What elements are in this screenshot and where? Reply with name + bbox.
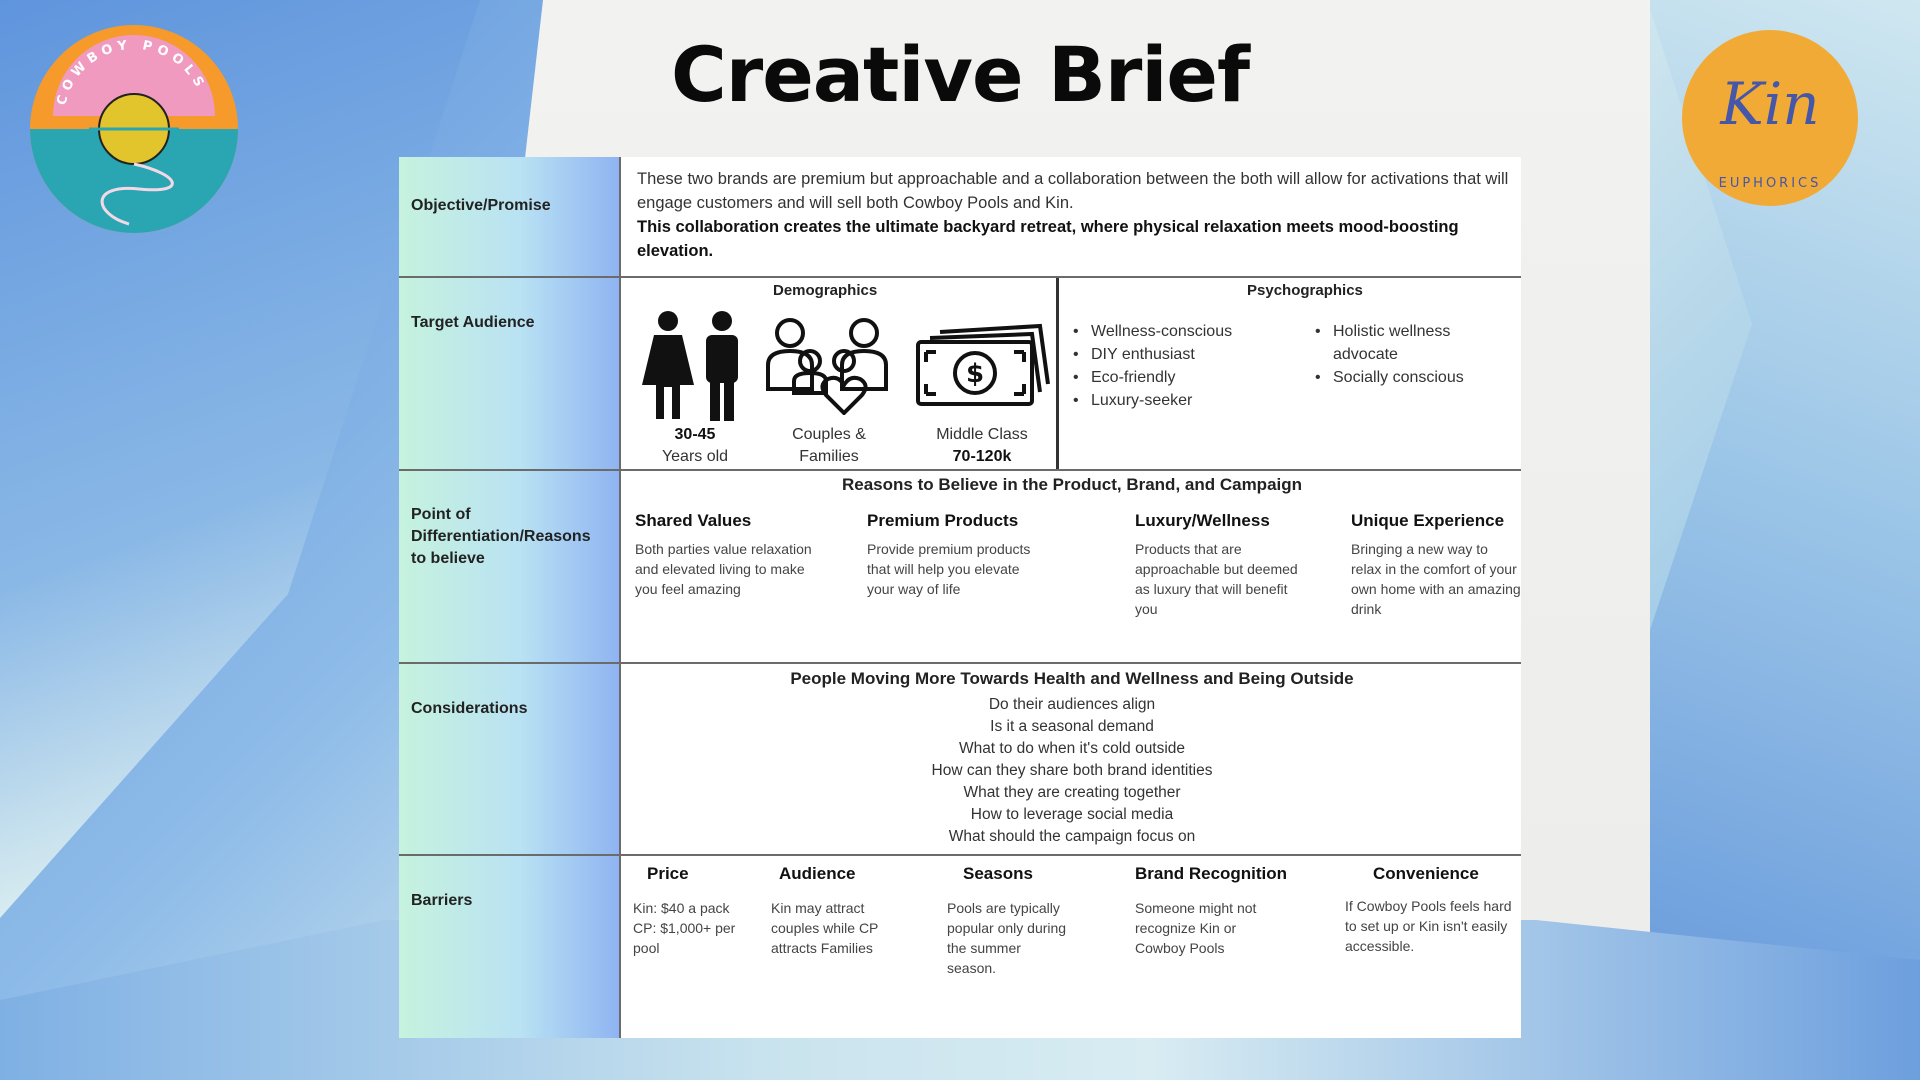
list-item: • Wellness-conscious: [1071, 320, 1232, 343]
demographics-heading: Demographics: [773, 282, 878, 299]
barrier-column: [947, 864, 1072, 978]
list-item: • Eco-friendly: [1071, 366, 1232, 389]
cowboy-pools-logo: [29, 24, 239, 234]
barrier-text: If Cowboy Pools feels hard to set up or Kin isn't easily accessible.: [1345, 898, 1512, 954]
barrier-title: Convenience: [1373, 864, 1479, 883]
reason-title: Shared Values: [635, 511, 752, 530]
barrier-column: [771, 864, 891, 958]
barrier-title: Price: [647, 864, 689, 883]
list-item: Do their audiences align: [988, 696, 1156, 713]
differentiation-heading: Reasons to Believe in the Product, Brand, and Campaign: [841, 475, 1303, 494]
reason-text: Provide premium products that will help you elevate your way of life: [867, 541, 1031, 597]
page-title: Creative Brief: [670, 30, 1250, 119]
barrier-text: Kin: $40 a pack CP: $1,000+ per pool: [633, 900, 736, 956]
considerations-content: [623, 664, 1521, 854]
reason-title: Unique Experience: [1351, 511, 1505, 530]
family-icon: [759, 306, 899, 424]
psychographics-list-1: [1071, 320, 1232, 412]
kin-logo-sub: EUPHORICS: [1718, 176, 1822, 191]
list-item: What should the campaign focus on: [948, 828, 1196, 845]
barrier-column: [633, 864, 753, 958]
list-item: What they are creating together: [963, 784, 1181, 801]
objective-body: These two brands are premium but approachable and a collaboration between the both will allow for activations that will engage customers and will sell both Cowboy Pools and Kin.: [637, 170, 1509, 212]
audience-divider: [1056, 278, 1059, 469]
age-range: 30-45: [674, 426, 716, 443]
row-barriers: [399, 856, 1521, 1038]
barrier-text: Kin may attract couples while CP attracts Families: [771, 900, 879, 956]
barrier-text: Pools are typically popular only during the summer season.: [947, 900, 1067, 976]
reason-title: Luxury/Wellness: [1135, 511, 1270, 530]
reason-text: Both parties value relaxation and elevated living to make you feel amazing: [635, 541, 812, 597]
list-item: What to do when it's cold outside: [958, 740, 1186, 757]
differentiation-content: [623, 471, 1521, 662]
barrier-title: Seasons: [963, 864, 1033, 883]
creative-brief-table: [399, 157, 1521, 1038]
considerations-list: [623, 694, 1521, 848]
objective-text: [637, 167, 1517, 263]
row-differentiation: [399, 471, 1521, 664]
reason-column: [1135, 511, 1305, 619]
household-line2: Families: [799, 448, 859, 465]
audience-content: [623, 278, 1521, 469]
barrier-text: Someone might not recognize Kin or Cowboy Pools: [1135, 900, 1257, 956]
reason-text: Products that are approachable but deemed as luxury that will benefit you: [1135, 541, 1298, 617]
kin-euphorics-logo: [1682, 30, 1858, 206]
income-class: Middle Class: [936, 426, 1028, 443]
barriers-content: [623, 856, 1521, 1038]
demographic-income: [912, 306, 1052, 468]
list-item: • DIY enthusiast: [1071, 343, 1232, 366]
demographic-household: [759, 306, 899, 468]
list-item: How can they share both brand identities: [931, 762, 1213, 779]
psychographics-list-2: [1313, 320, 1493, 389]
income-range: 70-120k: [952, 448, 1012, 465]
objective-content: [623, 157, 1521, 276]
psychographics-heading: Psychographics: [1247, 282, 1363, 299]
svg-text:$: $: [965, 359, 985, 389]
list-item: • Socially conscious: [1313, 366, 1493, 389]
label-target-audience: Target Audience: [399, 278, 621, 469]
reason-title: Premium Products: [867, 511, 1019, 530]
barrier-title: Brand Recognition: [1135, 864, 1288, 883]
svg-text:COWBOY POOLS: COWBOY POOLS: [54, 37, 209, 108]
label-barriers: Barriers: [399, 856, 621, 1038]
list-item: • Luxury-seeker: [1071, 389, 1232, 412]
people-icon: [625, 306, 765, 424]
list-item: How to leverage social media: [970, 806, 1174, 823]
barrier-column: [1345, 864, 1515, 956]
reason-column: [867, 511, 1047, 599]
household-line1: Couples &: [792, 426, 866, 443]
objective-strong: This collaboration creates the ultimate backyard retreat, where physical relaxation meets mood-boosting elevation.: [637, 218, 1459, 260]
barrier-title: Audience: [779, 864, 856, 883]
kin-logo-word: Kin: [1720, 70, 1820, 138]
reason-column: [635, 511, 815, 599]
list-item: Is it a seasonal demand: [990, 718, 1154, 735]
label-differentiation: Point of Differentiation/Reasons to believe: [399, 471, 621, 662]
age-label: Years old: [661, 448, 729, 465]
row-considerations: [399, 664, 1521, 856]
barrier-column: [1135, 864, 1305, 958]
row-objective: [399, 157, 1521, 278]
considerations-heading: People Moving More Towards Health and Wellness and Being Outside: [790, 669, 1354, 688]
money-icon: [912, 306, 1052, 424]
reason-column: [1351, 511, 1521, 619]
reason-text: Bringing a new way to relax in the comfort of your own home with an amazing drink: [1351, 541, 1521, 617]
list-item: • Holistic wellness advocate: [1313, 320, 1493, 366]
demographic-age: [625, 306, 765, 468]
row-target-audience: [399, 278, 1521, 471]
label-objective: Objective/Promise: [399, 157, 621, 276]
cowboy-pools-logo-graphic: [29, 24, 239, 234]
label-considerations: Considerations: [399, 664, 621, 854]
